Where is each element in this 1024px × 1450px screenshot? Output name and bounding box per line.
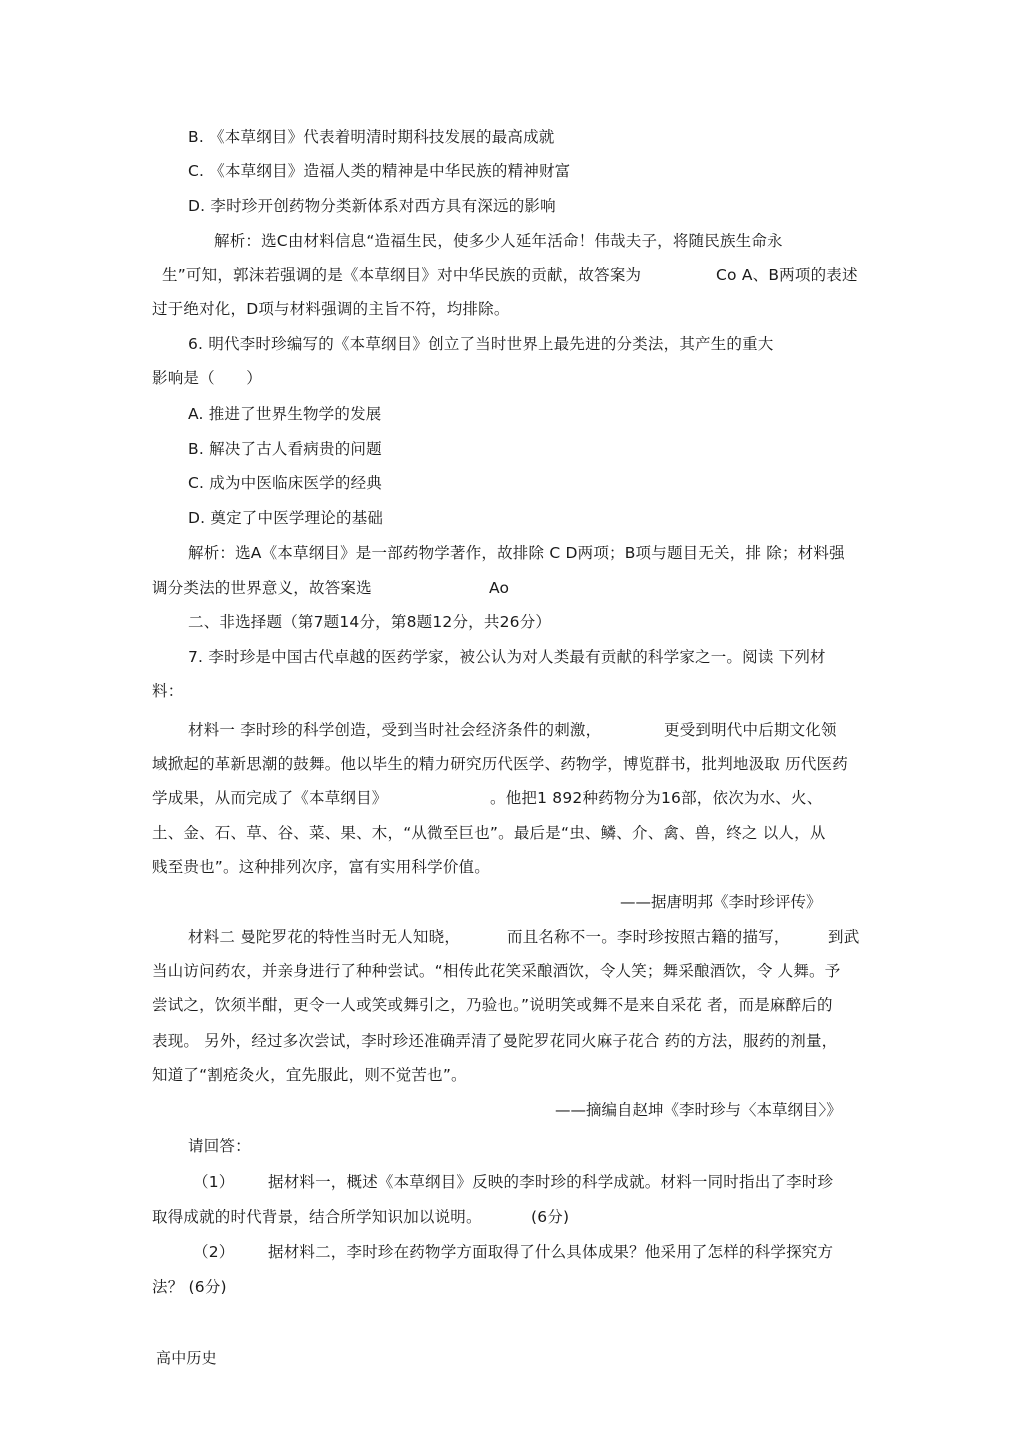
question-6-stem-2: 影响是（ ） (152, 369, 262, 387)
material-2-line-5: 知道了“割疮灸火，宜先服此，则不觉苦也”。 (152, 1066, 467, 1084)
subquestion-2-text-2: 法？ (6分) (152, 1278, 227, 1296)
question-6-stem-1: 6. 明代李时珍编写的《本草纲目》创立了当时世界上最先进的分类法，其产生的重大 (188, 335, 774, 353)
analysis-5-line-2b: Co A、B两项的表述 (716, 266, 858, 284)
material-1-line-3a: 学成果，从而完成了《本草纲目》 (152, 789, 388, 807)
subquestion-1-text-1: 据材料一，概述《本草纲目》反映的李时珍的科学成就。材料一同时指出了李时珍 (268, 1173, 834, 1191)
material-1-line-4: 土、金、石、草、谷、菜、果、木，“从微至巨也”。最后是“虫、鳞、介、禽、兽，终之 以人，从 (152, 824, 826, 842)
analysis-6-line-2a: 调分类法的世界意义，故答案选 (152, 579, 372, 597)
material-2-source: ——摘编自赵坤《李时珍与〈本草纲目〉》 (555, 1101, 842, 1119)
option-5c: C. 《本草纲目》造福人类的精神是中华民族的精神财富 (188, 162, 571, 180)
analysis-5-line-3: 过于绝对化，D项与材料强调的主旨不符，均排除。 (152, 300, 510, 318)
subquestion-2-text-1: 据材料二，李时珍在药物学方面取得了什么具体成果？他采用了怎样的科学探究方 (268, 1243, 834, 1261)
material-1-line-1b: 更受到明代中后期文化领 (664, 721, 837, 739)
material-1-line-2: 域掀起的革新思潮的鼓舞。他以毕生的精力研究历代医学、药物学，博览群书，批判地汲取 历代医药 (152, 755, 848, 773)
material-2-line-4: 表现。 另外，经过多次尝试，李时珍还准确弄清了曼陀罗花同火麻子花合 药的方法，服药的剂量， (152, 1032, 838, 1050)
option-6b: B. 解决了古人看病贵的问题 (188, 440, 382, 458)
analysis-5-line-2a: 生”可知，郭沫若强调的是《本草纲目》对中华民族的贡献，故答案为 (162, 266, 642, 284)
material-2-line-1c: 到武 (828, 928, 860, 946)
material-2-line-3: 尝试之，饮须半酣，更令一人或笑或舞引之，乃验也。”说明笑或舞不是来自采花 者，而是麻醉后的 (152, 996, 833, 1014)
option-6a: A. 推进了世界生物学的发展 (188, 405, 382, 423)
page-footer-label: 高中历史 (156, 1349, 217, 1367)
analysis-6-line-2b: Ao (489, 579, 510, 597)
subquestion-2-number: （2） (193, 1243, 235, 1261)
material-1-line-1a: 材料一 李时珍的科学创造，受到当时社会经济条件的刺激， (188, 721, 602, 739)
subquestion-1-number: （1） (193, 1173, 235, 1191)
answer-prompt: 请回答： (188, 1137, 251, 1155)
material-1-line-5: 贱至贵也”。这种排列次序，富有实用科学价值。 (152, 858, 490, 876)
subquestion-1-score: (6分) (531, 1208, 570, 1226)
analysis-6-line-1: 解析：选A《本草纲目》是一部药物学著作，故排除 C D两项；B项与题目无关，排 除；材料强 (188, 544, 845, 562)
question-7-stem-1: 7. 李时珍是中国古代卓越的医药学家，被公认为对人类最有贡献的科学家之一。阅读 下列材 (188, 648, 826, 666)
material-2-line-1a: 材料二 曼陀罗花的特性当时无人知晓， (188, 928, 461, 946)
material-1-source: ——据唐明邦《李时珍评传》 (620, 893, 822, 911)
question-7-stem-2: 料： (152, 682, 184, 700)
option-5d: D. 李时珍开创药物分类新体系对西方具有深远的影响 (188, 197, 556, 215)
option-6c: C. 成为中医临床医学的经典 (188, 474, 382, 492)
analysis-5-line-1: 解析：选C由材料信息“造福生民，使多少人延年活命！伟哉夫子，将随民族生命永 (214, 232, 783, 250)
option-6d: D. 奠定了中医学理论的基础 (188, 509, 384, 527)
material-2-line-1b: 而且名称不一。李时珍按照古籍的描写， (507, 928, 790, 946)
material-1-line-3b: 。他把1 892种药物分为16部，依次为水、火、 (490, 789, 823, 807)
section-heading: 二、非选择题（第7题14分，第8题12分，共26分） (188, 613, 552, 631)
material-2-line-2: 当山访问药农，并亲身进行了种种尝试。“相传此花笑采酿酒饮，令人笑；舞采酿酒饮，令 人舞。予 (152, 962, 841, 980)
subquestion-1-text-2: 取得成就的时代背景，结合所学知识加以说明。 (152, 1208, 482, 1226)
option-5b: B. 《本草纲目》代表着明清时期科技发展的最高成就 (188, 128, 555, 146)
